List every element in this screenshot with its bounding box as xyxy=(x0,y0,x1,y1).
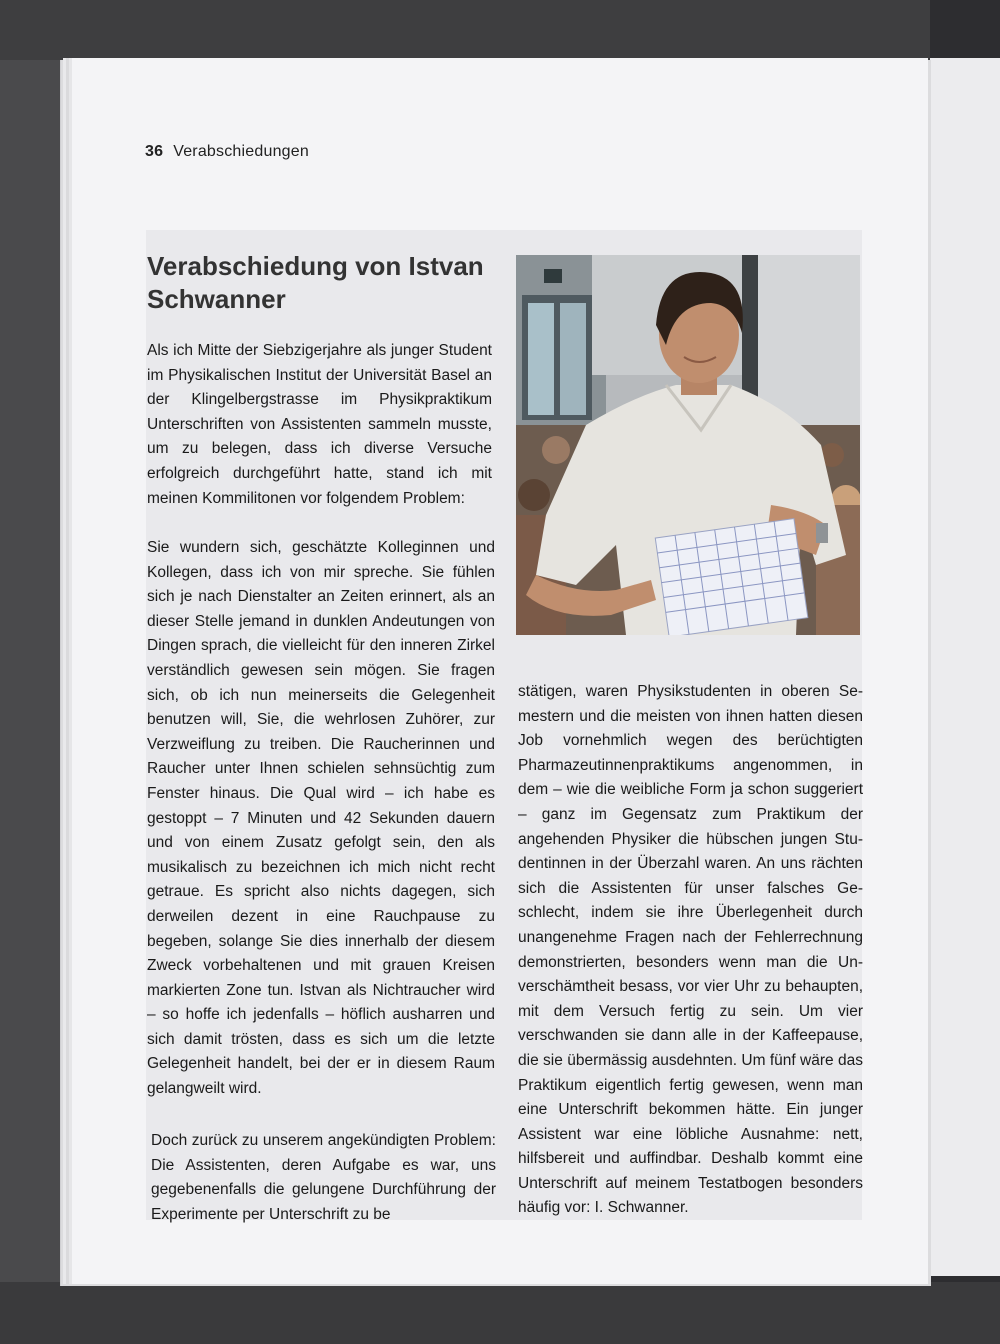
book-page xyxy=(72,58,928,1284)
facing-page-edge xyxy=(930,58,1000,1276)
page-number: 36 xyxy=(145,143,164,160)
scan-background-bottom xyxy=(0,1282,1000,1344)
scan-background-top xyxy=(0,0,1000,60)
paragraph-4: stätigen, waren Physikstudenten in oberen Semestern und die meisten von ihnen hatten diesen Job vornehmlich wegen des berüchtigten Pharmazeutinnenpraktikums angenommen, in dem – wie die weibliche Form ja schon suggeriert – ganz im Gegensatz zum Praktikum der angehenden Physiker die hübschen jungen Studentinnen in der Überzahl waren. An uns rächten sich die Assistenten für unser falsches Geschlecht, indem sie ihre Überlegenheit durch unangenehme Fragen nach der Fehlerrechnung demonstrierten, besonders wenn man die Unverschämtheit besass, vor vier Uhr zu behaupten, mit dem Versuch fertig zu sein. Um vier verschwanden sie dann alle in der Kaffeepause, die sie übermässig ausdehnten. Um fünf wäre das Praktikum eigentlich fertig gewesen, wenn man eine Unterschrift bekommen hätte. Ein junger Assistent war eine löbliche Ausnahme: nett, hilfsbereit und auffindbar. Deshalb kommt eine Unterschrift auf meinem Testatbogen besonders häufig vor: I. Schwanner. xyxy=(518,683,863,1217)
paragraph-2: Sie wundern sich, geschätzte Kolleginnen und Kollegen, dass ich von mir spreche. Sie fühlen sich je nach Dienstalter an Zeiten erinnert, als an dieser Stelle jemand in dunklen Andeutungen von Dingen sprach, die vielleicht für den inneren Zirkel verständlich gewesen sein mögen. Sie fragen sich, ob ich nun meinerseits die Gelegenheit benutzen will, Sie, die wehrlosen Zuhörer, zur Verzweiflung zu treiben. Die Raucherinnen und Raucher unter Ihnen schielen sehnsüchtig zum Fenster hinaus. Die Qual wird – ich habe es gestoppt – 7 Minuten und 42 Sekunden dauern und von einem Zusatz gefolgt sein, den als musikalisch zu bezeichnen ich mich nicht recht getraue. Es spricht also nichts dagegen, sich derweilen dezent in eine Rauchpause zu begeben, solange Sie dies innerhalb der diesem Zweck vorbehaltenen und mit grauen Kreisen markierten Zone tun. Istvan als Nichtraucher wird – so hoffe ich jedenfalls – höflich ausharren und sich damit trösten, dass es sich um die letzte Gelegenheit handelt, bei der er in diesem Raum gelangweilt wird. xyxy=(147,539,495,1098)
paragraph-1: Als ich Mitte der Siebzigerjahre als junger Student im Physikalischen Institut der Universität Basel an der Klingelbergstrasse im Physikpraktikum Unterschriften von Assistenten sammeln musste, um zu belegen, dass ich diverse Versuche erfolgreich durchgeführt hatte, stand ich mit meinen Kommilitonen vor folgendem Problem: xyxy=(147,342,492,507)
section-title: Verabschiedungen xyxy=(173,143,309,160)
running-head xyxy=(145,143,309,161)
photo-illustration xyxy=(516,255,860,635)
portrait-photo xyxy=(516,255,860,635)
article-title: Verabschiedung von Istvan Schwanner xyxy=(147,251,484,314)
paragraph-3: Doch zurück zu unserem angekündigten Problem: Die Assistenten, deren Aufgabe es war, uns gegebenenfalls die gelungene Durchführung der Experimente per Unterschrift zu be xyxy=(151,1132,496,1223)
